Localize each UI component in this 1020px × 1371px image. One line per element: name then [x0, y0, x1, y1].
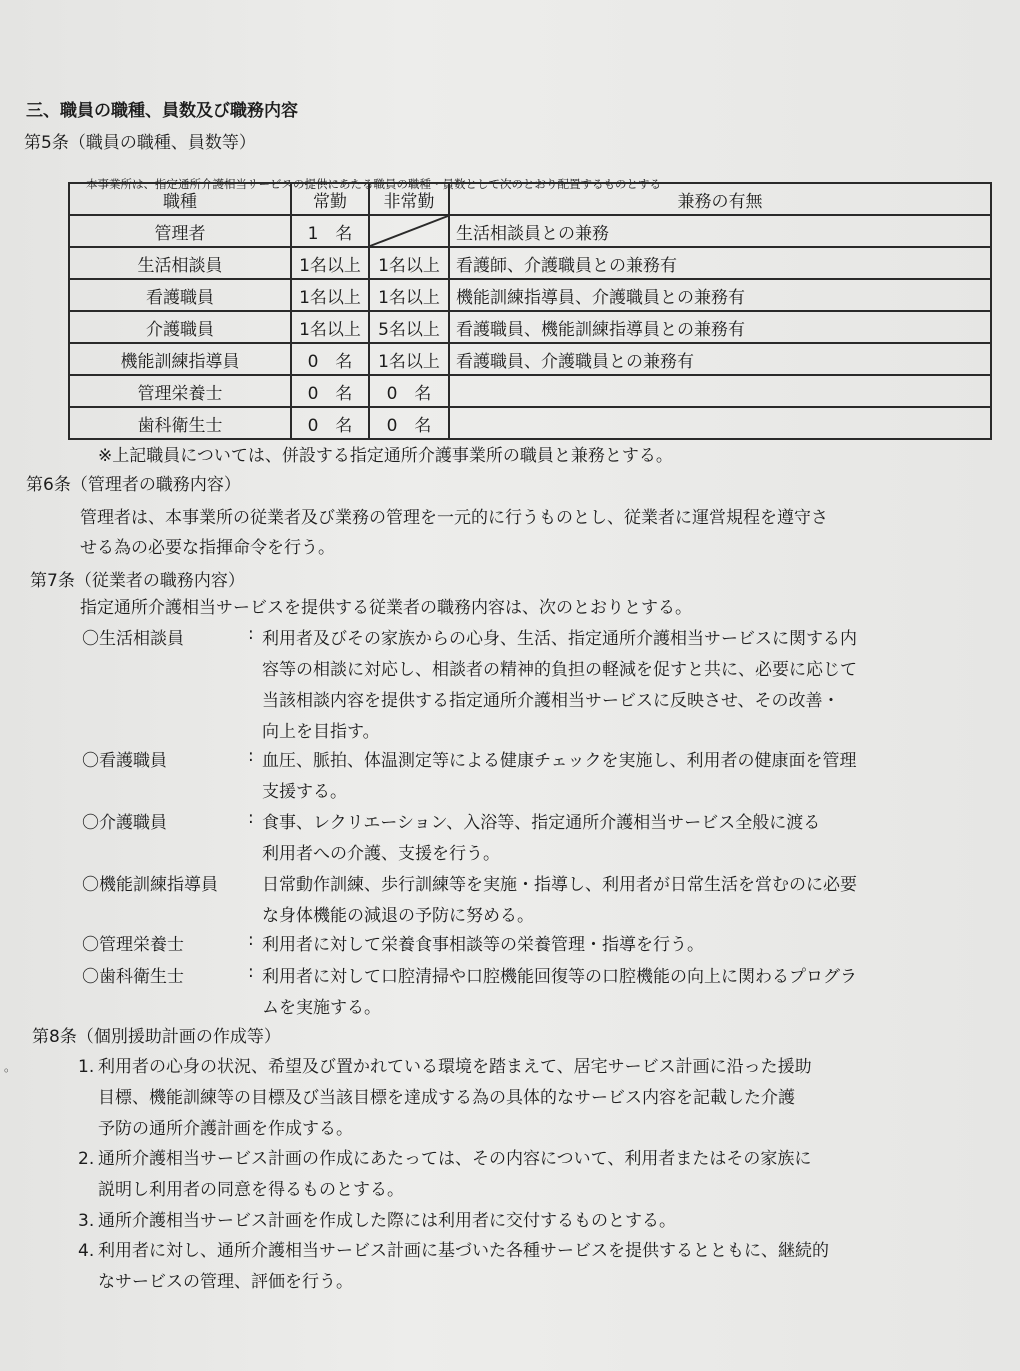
item-line: 通所介護相当サービス計画を作成した際には利用者に交付するものとする。	[98, 1211, 676, 1231]
article-7-intro: 指定通所介護相当サービスを提供する従業者の職務内容は、次のとおりとする。	[80, 598, 692, 618]
article-6-line: 管理者は、本事業所の従業者及び業務の管理を一元的に行うものとし、従業者に運営規程を遵守さ	[80, 508, 828, 528]
cell-dual-role	[449, 375, 991, 407]
item-line: 通所介護相当サービス計画の作成にあたっては、その内容について、利用者またはその家族に	[98, 1149, 812, 1169]
item-text	[98, 1052, 968, 1145]
item-line: 目標、機能訓練等の目標及び当該目標を達成する為の具体的なサービス内容を記載した介護	[98, 1088, 795, 1108]
duty-role: 〇機能訓練指導員	[82, 875, 218, 895]
header-part-time: 非常勤	[369, 183, 449, 215]
cell-full-time: 0 名	[291, 407, 369, 439]
duty-line: 容等の相談に対応し、相談者の精神的負担の軽減を促すと共に、必要に応じて	[262, 660, 857, 680]
duty-line: 食事、レクリエーション、入浴等、指定通所介護相当サービス全般に渡る	[262, 813, 821, 833]
article-7-title: 第7条（従業者の職務内容）	[30, 571, 245, 591]
duty-line: 利用者に対して栄養食事相談等の栄養管理・指導を行う。	[262, 935, 704, 955]
section-heading: 三、職員の職種、員数及び職務内容	[26, 101, 298, 121]
duty-colon: :	[248, 962, 254, 982]
cell-job: 管理栄養士	[69, 375, 291, 407]
duty-description	[262, 870, 972, 932]
cell-full-time: 1名以上	[291, 279, 369, 311]
duty-line: 血圧、脈拍、体温測定等による健康チェックを実施し、利用者の健康面を管理	[262, 751, 857, 771]
cell-part-time: 0 名	[369, 375, 449, 407]
table-row	[69, 343, 991, 375]
duty-description	[262, 962, 972, 1024]
duty-line: 向上を目指す。	[262, 722, 380, 742]
cell-job: 管理者	[69, 215, 291, 247]
duty-line: 日常動作訓練、歩行訓練等を実施・指導し、利用者が日常生活を営むのに必要	[262, 875, 857, 895]
item-number: 4.	[78, 1241, 95, 1261]
cell-full-time: 1名以上	[291, 247, 369, 279]
header-dual-role: 兼務の有無	[449, 183, 991, 215]
item-line: なサービスの管理、評価を行う。	[98, 1272, 353, 1292]
cell-job: 介護職員	[69, 311, 291, 343]
staff-table	[68, 182, 992, 440]
margin-mark: 。	[4, 1060, 17, 1074]
cell-dual-role	[449, 407, 991, 439]
item-text	[98, 1144, 968, 1206]
cell-dual-role: 機能訓練指導員、介護職員との兼務有	[449, 279, 991, 311]
article-6-title: 第6条（管理者の職務内容）	[26, 475, 241, 495]
duty-role: 〇介護職員	[82, 813, 167, 833]
duty-role: 〇看護職員	[82, 751, 167, 771]
duty-description	[262, 746, 972, 808]
duty-line: 利用者への介護、支援を行う。	[262, 844, 500, 864]
duty-description	[262, 930, 972, 961]
cell-dual-role: 看護職員、機能訓練指導員との兼務有	[449, 311, 991, 343]
article-5-title: 第5条（職員の職種、員数等）	[24, 133, 256, 153]
item-line: 利用者に対し、通所介護相当サービス計画に基づいた各種サービスを提供するとともに、継続的	[98, 1241, 829, 1261]
duty-role: 〇生活相談員	[82, 629, 184, 649]
cell-dual-role: 看護師、介護職員との兼務有	[449, 247, 991, 279]
article-8-title: 第8条（個別援助計画の作成等）	[32, 1027, 281, 1047]
cell-dual-role: 生活相談員との兼務	[449, 215, 991, 247]
article-5-intro: 本事業所は、指定通所介護相当サービスの提供にあたる職員の職種・員数として次のとおり配置するものとする	[86, 177, 661, 191]
item-text	[98, 1206, 968, 1237]
article-6-line: せる為の必要な指揮命令を行う。	[80, 538, 335, 558]
item-number: 1.	[78, 1057, 95, 1077]
duty-colon: :	[248, 930, 254, 950]
cell-full-time: 1名以上	[291, 311, 369, 343]
duty-description	[262, 624, 972, 748]
duty-role: 〇管理栄養士	[82, 935, 184, 955]
duty-colon: :	[248, 808, 254, 828]
cell-job: 歯科衛生士	[69, 407, 291, 439]
duty-description	[262, 808, 972, 870]
cell-dual-role: 看護職員、介護職員との兼務有	[449, 343, 991, 375]
cell-part-time: 1名以上	[369, 343, 449, 375]
cell-part-time: 1名以上	[369, 247, 449, 279]
duty-colon: :	[248, 624, 254, 644]
item-line: 説明し利用者の同意を得るものとする。	[98, 1180, 404, 1200]
item-number: 3.	[78, 1211, 95, 1231]
cell-part-time: 0 名	[369, 407, 449, 439]
cell-job: 機能訓練指導員	[69, 343, 291, 375]
item-text	[98, 1236, 968, 1298]
table-row	[69, 407, 991, 439]
cell-full-time: 0 名	[291, 343, 369, 375]
item-number: 2.	[78, 1149, 95, 1169]
table-note: ※上記職員については、併設する指定通所介護事業所の職員と兼務とする。	[98, 446, 673, 466]
diagonal-strike	[370, 216, 448, 246]
duty-line: ムを実施する。	[262, 998, 381, 1018]
duty-colon: :	[248, 746, 254, 766]
duty-line: 支援する。	[262, 782, 347, 802]
table-row	[69, 279, 991, 311]
header-full-time: 常勤	[291, 183, 369, 215]
duty-line: 当該相談内容を提供する指定通所介護相当サービスに反映させ、その改善・	[262, 691, 840, 711]
table-row	[69, 247, 991, 279]
table-row	[69, 215, 991, 247]
cell-part-time: 1名以上	[369, 279, 449, 311]
cell-full-time: 1 名	[291, 215, 369, 247]
table-row	[69, 311, 991, 343]
duty-line: 利用者及びその家族からの心身、生活、指定通所介護相当サービスに関する内	[262, 629, 857, 649]
duty-line: 利用者に対して口腔清掃や口腔機能回復等の口腔機能の向上に関わるプログラ	[262, 967, 857, 987]
cell-part-time-empty	[369, 215, 449, 247]
table-header-row	[69, 183, 991, 215]
item-line: 予防の通所介護計画を作成する。	[98, 1119, 353, 1139]
cell-job: 看護職員	[69, 279, 291, 311]
cell-part-time: 5名以上	[369, 311, 449, 343]
item-line: 利用者の心身の状況、希望及び置かれている環境を踏まえて、居宅サービス計画に沿った援助	[98, 1057, 812, 1077]
cell-full-time: 0 名	[291, 375, 369, 407]
duty-line: な身体機能の減退の予防に努める。	[262, 906, 534, 926]
cell-job: 生活相談員	[69, 247, 291, 279]
table-row	[69, 375, 991, 407]
header-job: 職種	[69, 183, 291, 215]
duty-role: 〇歯科衛生士	[82, 967, 184, 987]
